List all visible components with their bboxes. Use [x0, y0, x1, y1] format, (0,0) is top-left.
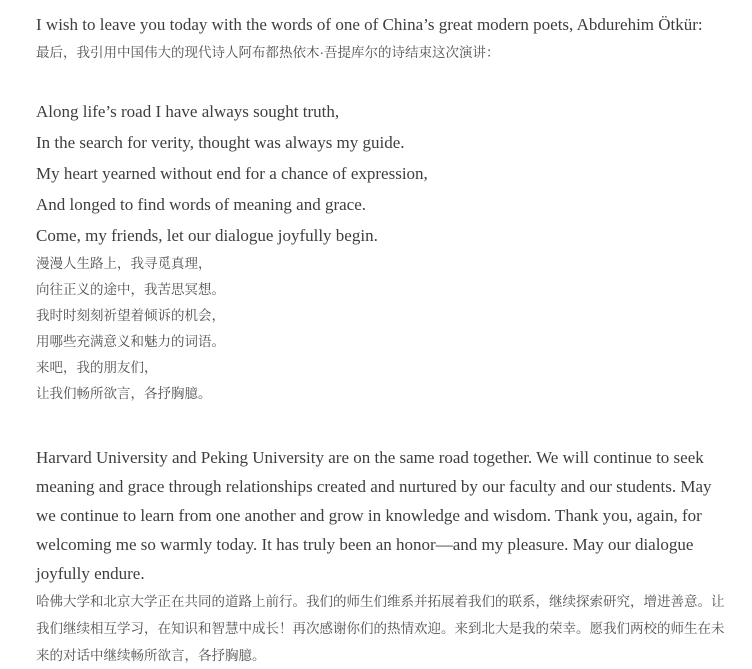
- poem-line-en-3: My heart yearned without end for a chance of expression,: [36, 164, 428, 183]
- intro-paragraph-english: I wish to leave you today with the words of one of China’s great modern poets, Abdurehim Ötkür:: [36, 15, 703, 34]
- poem-line-zh-3: 我时时刻刻祈望着倾诉的机会，: [36, 308, 225, 323]
- poem-line-en-2: In the search for verity, thought was always my guide.: [36, 133, 405, 152]
- poem-line-en-4: And longed to find words of meaning and grace.: [36, 195, 366, 214]
- closing-paragraph-english: Harvard University and Peking University are on the same road together. We will continue to seek meaning and grace through relationships created and nurtured by our faculty and our students. May we continue to learn from one another and grow in knowledge and wisdom. Thank you, again, for welcoming me so warmly today. It has truly been an honor—and my pleasure. May our dialogue joyfully endure.: [36, 448, 712, 583]
- poem-line-zh-1: 漫漫人生路上，我寻觅真理，: [36, 256, 212, 271]
- intro-paragraph-chinese: 最后，我引用中国伟大的现代诗人阿布都热依木·吾提库尔的诗结束这次演讲：: [36, 45, 500, 60]
- closing-paragraph-chinese: 哈佛大学和北京大学正在共同的道路上前行。我们的师生们维系并拓展着我们的联系，继续探索研究，增进善意。让我们继续相互学习，在知识和智慧中成长！再次感谢你们的热情欢迎。来到北大是我的荣幸。愿我们两校的师生在未来的对话中继续畅所欲言，各抒胸臆。: [36, 594, 725, 663]
- poem-chinese: [36, 251, 734, 407]
- poem-line-zh-6: 让我们畅所欲言，各抒胸臆。: [36, 386, 212, 401]
- poem-line-zh-4: 用哪些充满意义和魅力的词语。: [36, 334, 225, 349]
- poem-line-en-5: Come, my friends, let our dialogue joyfully begin.: [36, 226, 378, 245]
- poem-line-zh-5: 来吧，我的朋友们，: [36, 360, 158, 375]
- poem-line-en-1: Along life’s road I have always sought truth,: [36, 102, 340, 121]
- poem-english: [36, 96, 734, 251]
- poem-line-zh-2: 向往正义的途中，我苦思冥想。: [36, 282, 225, 297]
